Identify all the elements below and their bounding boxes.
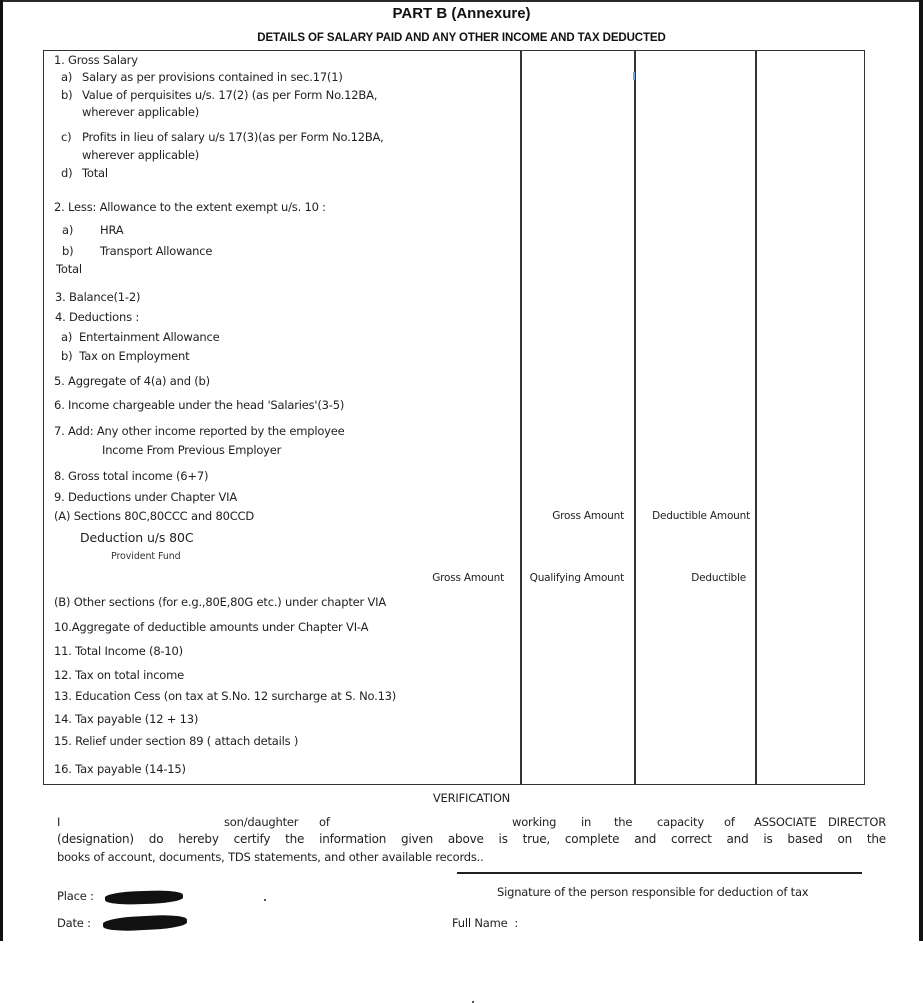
column-divider-2 xyxy=(634,50,636,785)
row-4b-tax-on-employment: b) Tax on Employment xyxy=(61,349,190,363)
word-designation-director: DIRECTOR xyxy=(828,815,887,829)
row-2b-key: b) xyxy=(62,244,74,258)
row-tax-on-total-income: 12. Tax on total income xyxy=(54,668,185,682)
header-80c-gross-amount: Gross Amount xyxy=(552,510,624,522)
row-2-total: Total xyxy=(56,262,82,276)
word-in: in xyxy=(581,815,592,829)
row-gross-total-income: 8. Gross total income (6+7) xyxy=(54,469,209,483)
row-income-salaries: 6. Income chargeable under the head 'Salaries'(3-5) xyxy=(54,398,345,412)
row-1b-key: b) xyxy=(61,88,73,102)
text-cursor xyxy=(633,72,635,80)
row-gross-salary: 1. Gross Salary xyxy=(54,53,138,67)
signature-caption: Signature of the person responsible for deduction of tax xyxy=(497,885,809,899)
verification-heading: VERIFICATION xyxy=(432,791,511,805)
row-1d-key: d) xyxy=(61,166,73,180)
row-2b-transport: Transport Allowance xyxy=(100,244,213,258)
row-1b-perquisites: Value of perquisites u/s. 17(2) (as per Form No.12BA, xyxy=(82,88,378,102)
row-tax-payable-14-15: 16. Tax payable (14-15) xyxy=(54,762,186,776)
row-education-cess: 13. Education Cess (on tax at S.No. 12 surcharge at S. No.13) xyxy=(54,689,397,703)
row-1c-profits: Profits in lieu of salary u/s 17(3)(as per Form No.12BA, xyxy=(82,130,384,144)
row-previous-employer-income: Income From Previous Employer xyxy=(102,443,282,457)
redacted-date xyxy=(103,914,188,932)
row-deductions: 4. Deductions : xyxy=(55,310,140,324)
row-2a-hra: HRA xyxy=(100,223,124,237)
row-9a-sections-80c: (A) Sections 80C,80CCC and 80CCD xyxy=(54,509,255,523)
row-provident-fund: Provident Fund xyxy=(111,551,181,562)
amount-column-1[interactable] xyxy=(523,52,633,783)
row-1a-key: a) xyxy=(61,70,73,84)
column-divider-3 xyxy=(755,50,757,785)
document-subtitle: DETAILS OF SALARY PAID AND ANY OTHER INCOME AND TAX DEDUCTED xyxy=(257,32,666,44)
page-frame-top xyxy=(0,0,923,2)
header-other-qualifying-amount: Qualifying Amount xyxy=(529,572,624,584)
header-80c-deductible-amount: Deductible Amount xyxy=(652,510,750,522)
word-the: the xyxy=(614,815,633,829)
word-designation-associate: ASSOCIATE xyxy=(754,815,817,829)
verification-line-2: (designation) do hereby certify the information given above is true, complete and correct and is based on the xyxy=(57,832,886,846)
row-less-allowance: 2. Less: Allowance to the extent exempt u/s. 10 : xyxy=(54,200,326,214)
word-capacity: capacity xyxy=(657,815,704,829)
header-other-deductible: Deductible xyxy=(691,572,746,584)
full-name-label: Full Name : xyxy=(452,916,519,930)
row-deduction-80c: Deduction u/s 80C xyxy=(80,530,194,545)
row-1d-total: Total xyxy=(82,166,108,180)
verification-line-3: books of account, documents, TDS statements, and other available records.. xyxy=(57,850,484,864)
row-balance: 3. Balance(1-2) xyxy=(55,290,141,304)
row-2a-key: a) xyxy=(62,223,74,237)
full-name-value[interactable] xyxy=(530,914,860,932)
row-tax-payable-12-13: 14. Tax payable (12 + 13) xyxy=(54,712,199,726)
word-working: working xyxy=(512,815,557,829)
date-label: Date : xyxy=(57,916,91,930)
row-1b-continued: wherever applicable) xyxy=(82,105,200,119)
amount-column-3[interactable] xyxy=(758,52,863,783)
document-title: PART B (Annexure) xyxy=(392,5,531,22)
row-aggregate-4: 5. Aggregate of 4(a) and (b) xyxy=(54,374,210,388)
row-4a-entertainment: a) Entertainment Allowance xyxy=(61,330,220,344)
row-other-income: 7. Add: Any other income reported by the employee xyxy=(54,424,345,438)
signature-line xyxy=(457,872,862,874)
place-label: Place : xyxy=(57,889,94,903)
word-i: I xyxy=(57,815,61,829)
column-divider-1 xyxy=(520,50,522,785)
row-1c-continued: wherever applicable) xyxy=(82,148,200,162)
row-9b-other-sections: (B) Other sections (for e.g.,80E,80G etc.) under chapter VIA xyxy=(54,595,387,609)
amount-column-2[interactable] xyxy=(637,52,754,783)
word-son-daughter: son/daughter xyxy=(224,815,299,829)
row-1a-salary-17-1: Salary as per provisions contained in sec.17(1) xyxy=(82,70,343,84)
row-relief-section-89: 15. Relief under section 89 ( attach details ) xyxy=(54,734,299,748)
word-of-2: of xyxy=(724,815,735,829)
stray-dot xyxy=(264,899,266,901)
redacted-place xyxy=(105,890,183,906)
header-other-gross-amount: Gross Amount xyxy=(432,572,504,584)
word-of: of xyxy=(319,815,330,829)
row-1c-key: c) xyxy=(61,130,72,144)
row-total-income: 11. Total Income (8-10) xyxy=(54,644,183,658)
row-aggregate-via: 10.Aggregate of deductible amounts under Chapter VI-A xyxy=(54,620,369,634)
row-chapter-via: 9. Deductions under Chapter VIA xyxy=(54,490,238,504)
